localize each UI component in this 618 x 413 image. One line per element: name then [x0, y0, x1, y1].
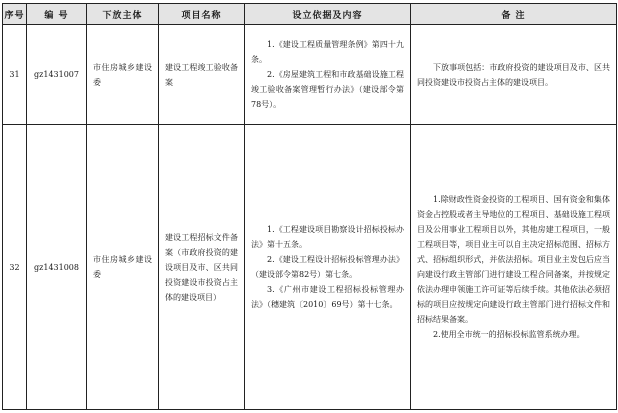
- remark-paragraph: 下放事项包括：市政府投资的建设项目及市、区共同投资建设市投资占主体的建设项目。: [417, 62, 610, 87]
- basis-paragraph: 2.《建设工程设计招标投标管理办法》（建设部令第82号）第七条。: [251, 255, 404, 279]
- remark-paragraph: 2.使用全市统一的招标投标监管系统办理。: [433, 330, 585, 339]
- row-code: gz1431007: [27, 25, 87, 125]
- row-seq: 31: [3, 25, 27, 125]
- row-item: 建设工程招标文件备案（市政府投资的建设项目及市、区共同投资建设市投资占主体的建设项目）: [159, 125, 245, 410]
- row-subject: 市住房城乡建设委: [87, 25, 159, 125]
- table-row: [3, 125, 617, 410]
- remark-paragraph: 1.除财政性资金投资的工程项目、国有资金和集体资金占控股或者主导地位的工程项目、基础设施工程项目及公用事业工程项目以外，其他房建工程项目，一般工程项目等，项目业主可以自主决定招标范围、招标方式、招标组织形式，并依法招标。项目业主发包后应当向建设行政主管部门进行建设工程合同备案，并按规定依法办理申领施工许可证等后续手续。其他依法必须招标的项目应按规定向建设行政主管部门进行招标文件和招标结果备案。: [417, 195, 610, 324]
- header-remark: 备 注: [411, 4, 617, 25]
- row-item: 建设工程竣工验收备案: [159, 25, 245, 125]
- header-seq: 序号: [3, 4, 27, 25]
- header-subject: 下放主体: [87, 4, 159, 25]
- basis-paragraph: 2.《房屋建筑工程和市政基础设施工程竣工验收备案管理暂行办法》（建设部令第78号）。: [251, 70, 404, 109]
- row-code: gz1431008: [27, 125, 87, 410]
- row-remark: [411, 125, 617, 410]
- delegation-table: [2, 3, 617, 410]
- header-code: 编 号: [27, 4, 87, 25]
- row-basis: [245, 25, 411, 125]
- row-subject: 市住房城乡建设委: [87, 125, 159, 410]
- table-row: [3, 25, 617, 125]
- header-item: 项目名称: [159, 4, 245, 25]
- row-seq: 32: [3, 125, 27, 410]
- row-basis: [245, 125, 411, 410]
- basis-paragraph: 3.《广州市建设工程招标投标管理办法》（穗建筑〔2010〕69号）第十七条。: [251, 285, 404, 309]
- header-row: [3, 4, 617, 25]
- header-basis: 设立依据及内容: [245, 4, 411, 25]
- row-remark: [411, 25, 617, 125]
- basis-paragraph: 1.《工程建设项目勘察设计招标投标办法》第十五条。: [251, 225, 404, 249]
- basis-paragraph: 1.《建设工程质量管理条例》第四十九条。: [251, 40, 404, 64]
